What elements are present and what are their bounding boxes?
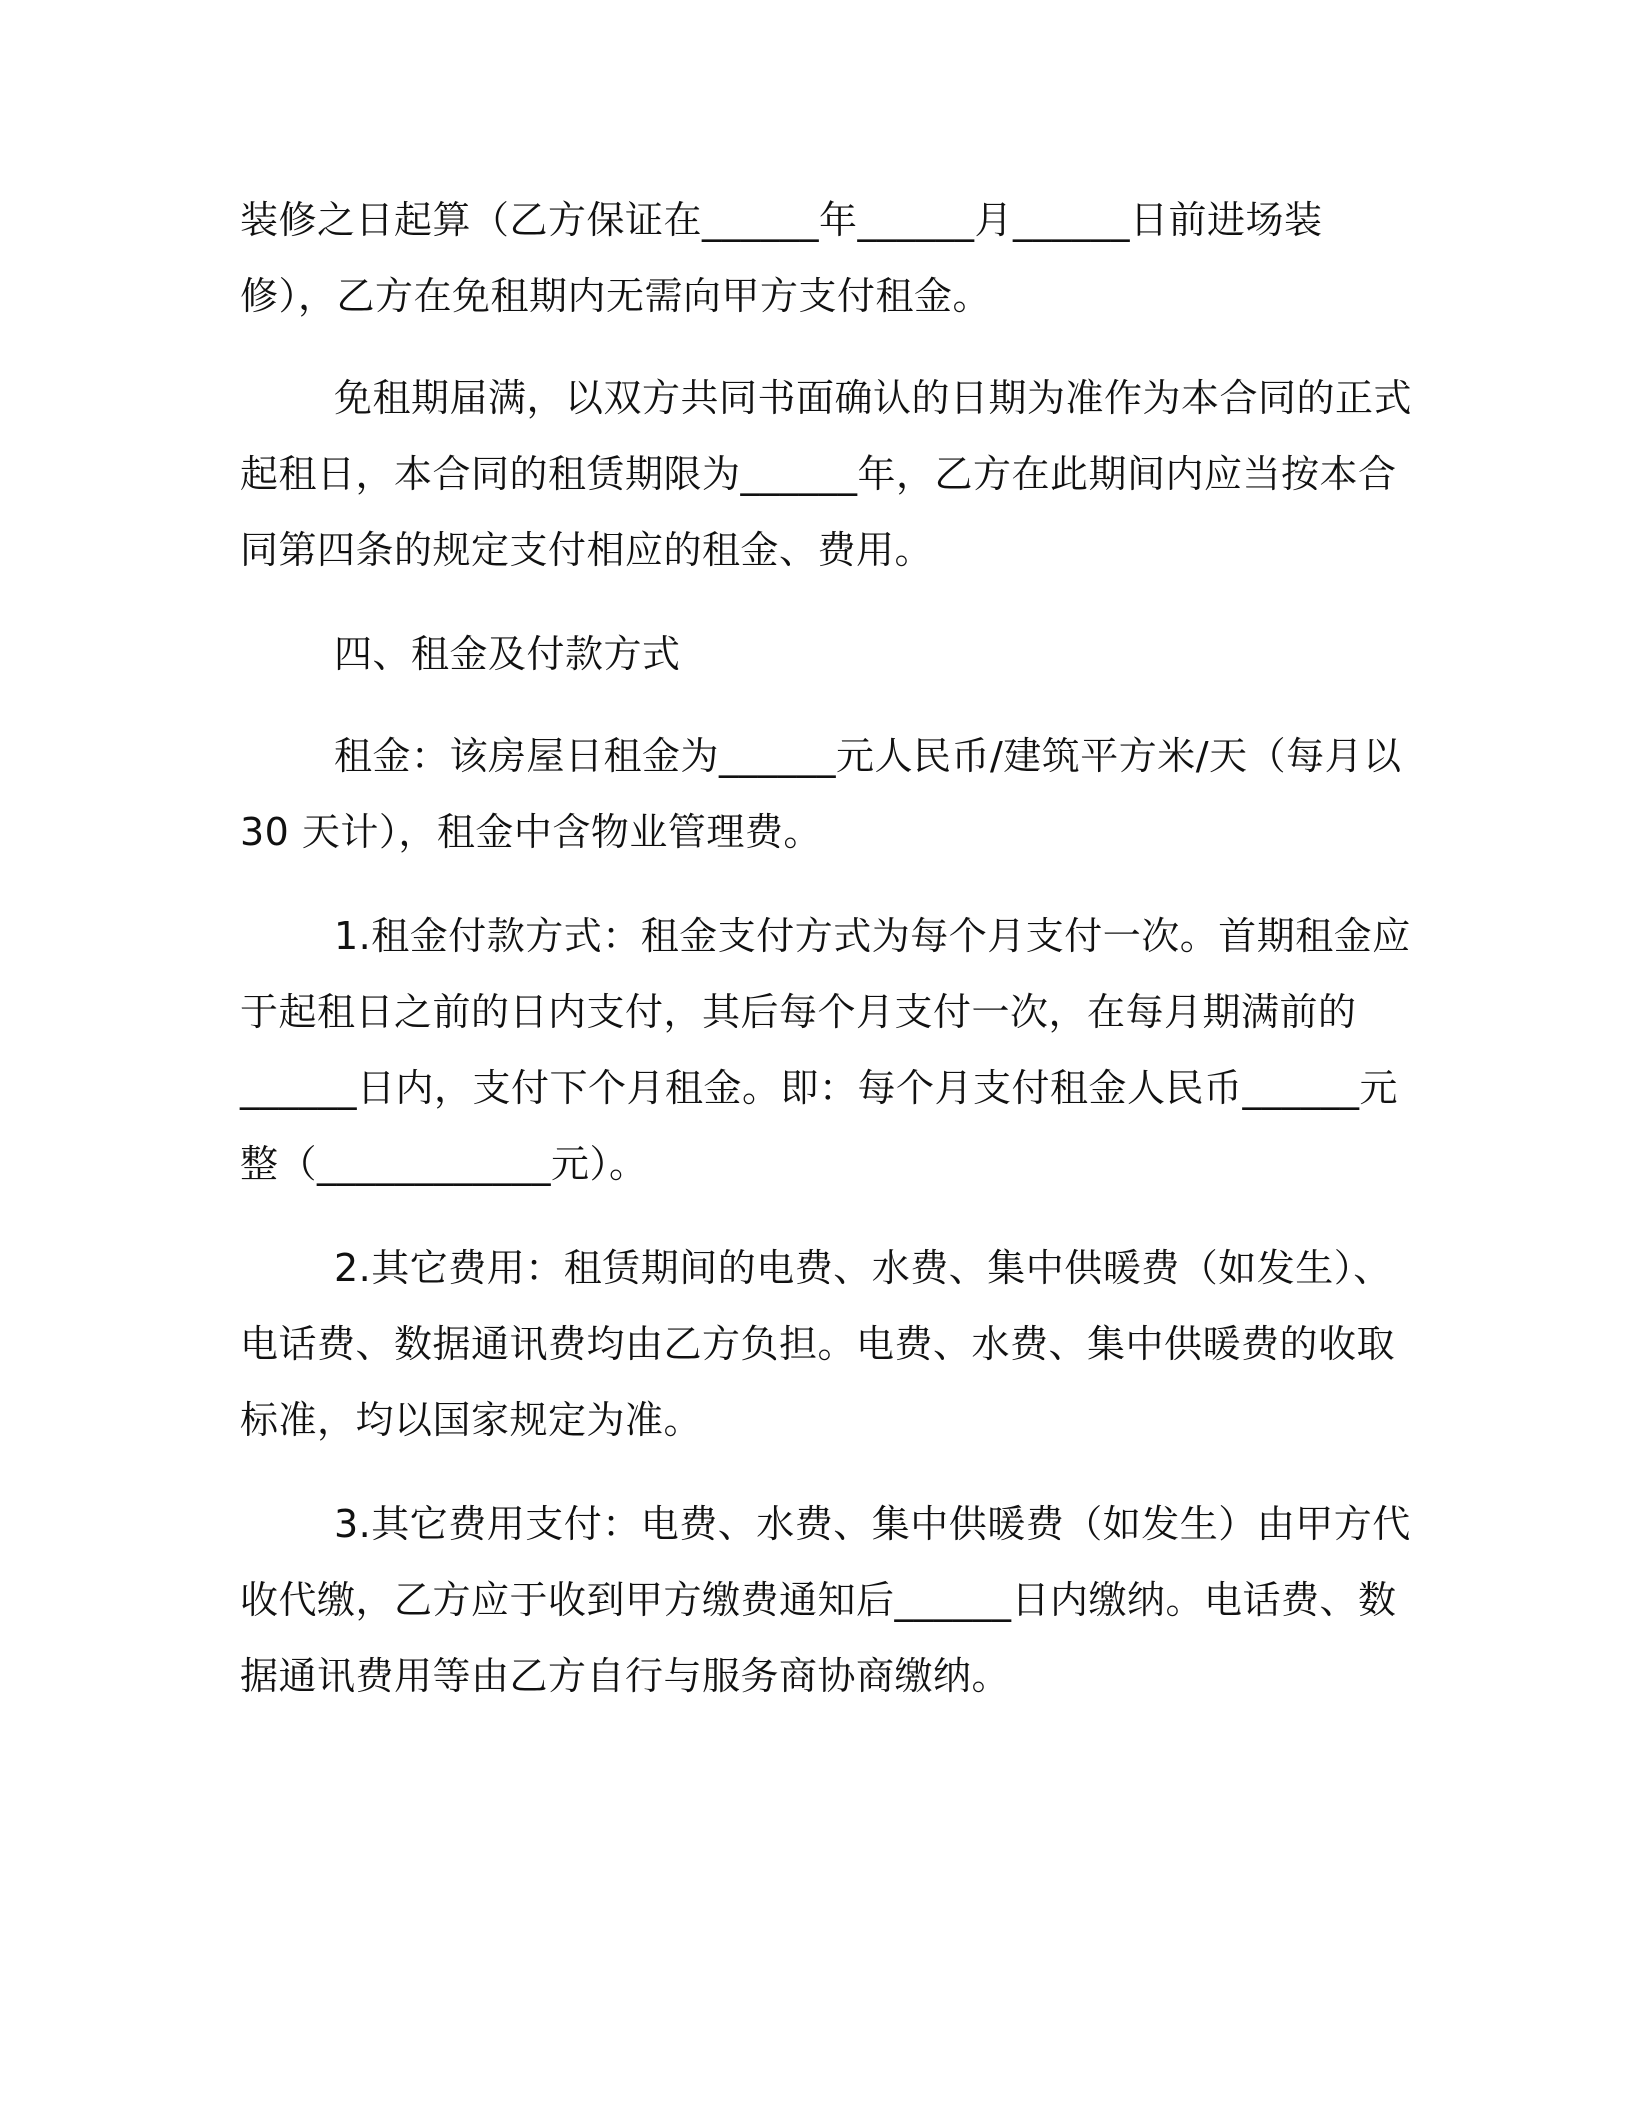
paragraph-line: 免租期届满，以双方共同书面确认的日期为准作为本合同的正式 [334,376,1413,420]
paragraph-line: 据通讯费用等由乙方自行与服务商协商缴纳。 [240,1654,1011,1698]
paragraph-line: 3.其它费用支付：电费、水费、集中供暖费（如发生）由甲方代 [334,1502,1411,1546]
paragraph-line: 整（____________元）。 [240,1142,648,1186]
paragraph-line: 起租日，本合同的租赁期限为______年，乙方在此期间内应当按本合 [240,452,1397,496]
paragraph-line: 1.租金付款方式：租金支付方式为每个月支付一次。首期租金应 [334,914,1411,958]
paragraph-line: 装修之日起算（乙方保证在______年______月______日前进场装 [240,198,1323,242]
paragraph-line: 于起租日之前的日内支付，其后每个月支付一次，在每月期满前的 [240,990,1357,1034]
paragraph-line: 电话费、数据通讯费均由乙方负担。电费、水费、集中供暖费的收取 [240,1322,1396,1366]
section-heading: 四、租金及付款方式 [334,632,681,676]
paragraph-line: 2.其它费用：租赁期间的电费、水费、集中供暖费（如发生）、 [334,1246,1392,1290]
paragraph-line: 30 天计），租金中含物业管理费。 [240,810,822,854]
paragraph-line: 收代缴，乙方应于收到甲方缴费通知后______日内缴纳。电话费、数 [240,1578,1397,1622]
paragraph-line: 标准，均以国家规定为准。 [240,1398,703,1442]
paragraph-line: 租金：该房屋日租金为______元人民币/建筑平方米/天（每月以 [334,734,1402,778]
paragraph-line: 同第四条的规定支付相应的租金、费用。 [240,528,934,572]
paragraph-line: ______日内，支付下个月租金。即：每个月支付租金人民币______元 [240,1066,1399,1110]
paragraph-line: 修），乙方在免租期内无需向甲方支付租金。 [240,274,992,318]
